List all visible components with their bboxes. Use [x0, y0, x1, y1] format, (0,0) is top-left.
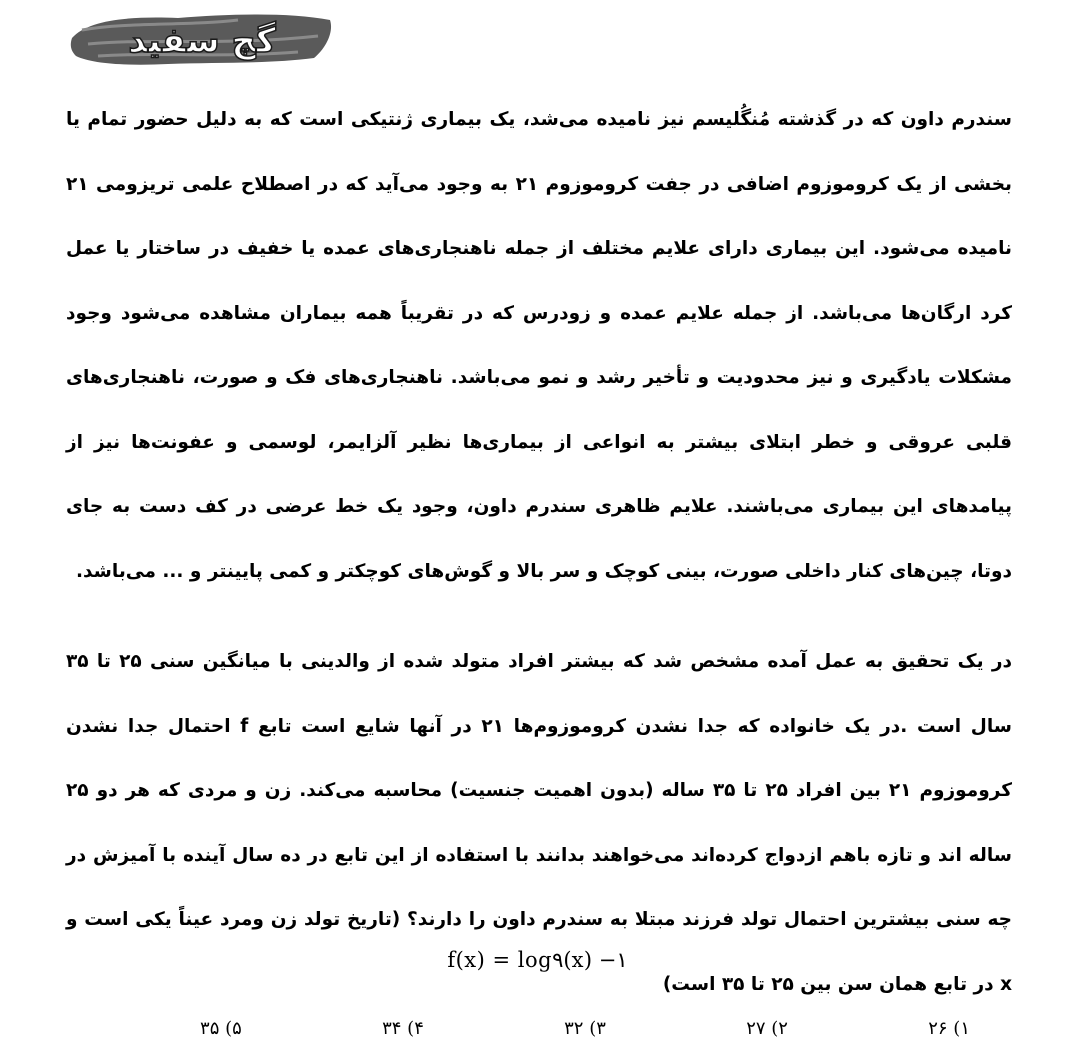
option-4[interactable]: ۴) ۳۴ [382, 1018, 424, 1039]
option-5[interactable]: ۵) ۳۵ [200, 1018, 242, 1039]
option-1[interactable]: ۱) ۲۶ [928, 1018, 970, 1039]
question-body [66, 88, 1012, 1017]
problem-paragraph: در یک تحقیق به عمل آمده مشخص شد که بیشتر افراد متولد شده از والدینی با میانگین سنی ۲۵ تا ۳۵ سال است .در یک خانواده که جدا نشدن کروموزوم‌ها ۲۱ در آنها شایع است تابع f احتمال جدا نشدن کروموزوم ۲۱ بین افراد ۲۵ تا ۳۵ ساله (بدون اهمیت جنسیت) محاسبه می‌کند. زن و مردی که هر دو ۲۵ ساله اند و تازه باهم ازدواج کرده‌اند می‌خواهند بدانند با استفاده از این تابع در ده سال آینده با آمیزش در چه سنی بیشترین احتمال تولد فرزند مبتلا به سندرم داون را دارند؟ (تاریخ تولد زن ومرد عیناً یکی است و x در تابع همان سن بین ۲۵ تا ۳۵ است) [66, 651, 1012, 995]
option-3[interactable]: ۳) ۳۲ [564, 1018, 606, 1039]
brand-logo [68, 8, 336, 70]
brand-logo-text: گچ سفید [128, 21, 276, 61]
function-formula: f(x) = log۹(x) −۱ [447, 948, 628, 972]
answer-options [200, 1018, 970, 1048]
intro-paragraph: سندرم داون که در گذشته مُنگُلیسم نیز نامیده می‌شد، یک بیماری ژنتیکی است که به دلیل حضور تمام یا بخشی از یک کروموزوم اضافی در جفت کروموزوم ۲۱ به وجود می‌آید که در اصطلاح علمی تریزومی ۲۱ نامیده می‌شود. این بیماری دارای علایم مختلف از جمله ناهنجاری‌های عمده یا خفیف در ساختار یا عمل کرد ارگان‌ها می‌باشد. از جمله علایم عمده و زودرس که در تقریباً همه بیماران مشاهده می‌شود وجود مشکلات یادگیری و نیز محدودیت و تأخیر رشد و نمو می‌باشد. ناهنجاری‌های فک و صورت، ناهنجاری‌های قلبی عروقی و خطر ابتلای بیشتر به انواعی از بیماری‌ها نظیر آلزایمر، لوسمی و عفونت‌ها نیز از پیامدهای این بیماری می‌باشند. علایم ظاهری سندرم داون، وجود یک خط عرضی در کف دست به جای دوتا، چین‌های کنار داخلی صورت، بینی کوچک و سر بالا و گوش‌های کوچکتر و کمی پایینتر و ... می‌باشد. [66, 109, 1012, 582]
brand-logo-graphic [68, 8, 336, 70]
option-2[interactable]: ۲) ۲۷ [746, 1018, 788, 1039]
